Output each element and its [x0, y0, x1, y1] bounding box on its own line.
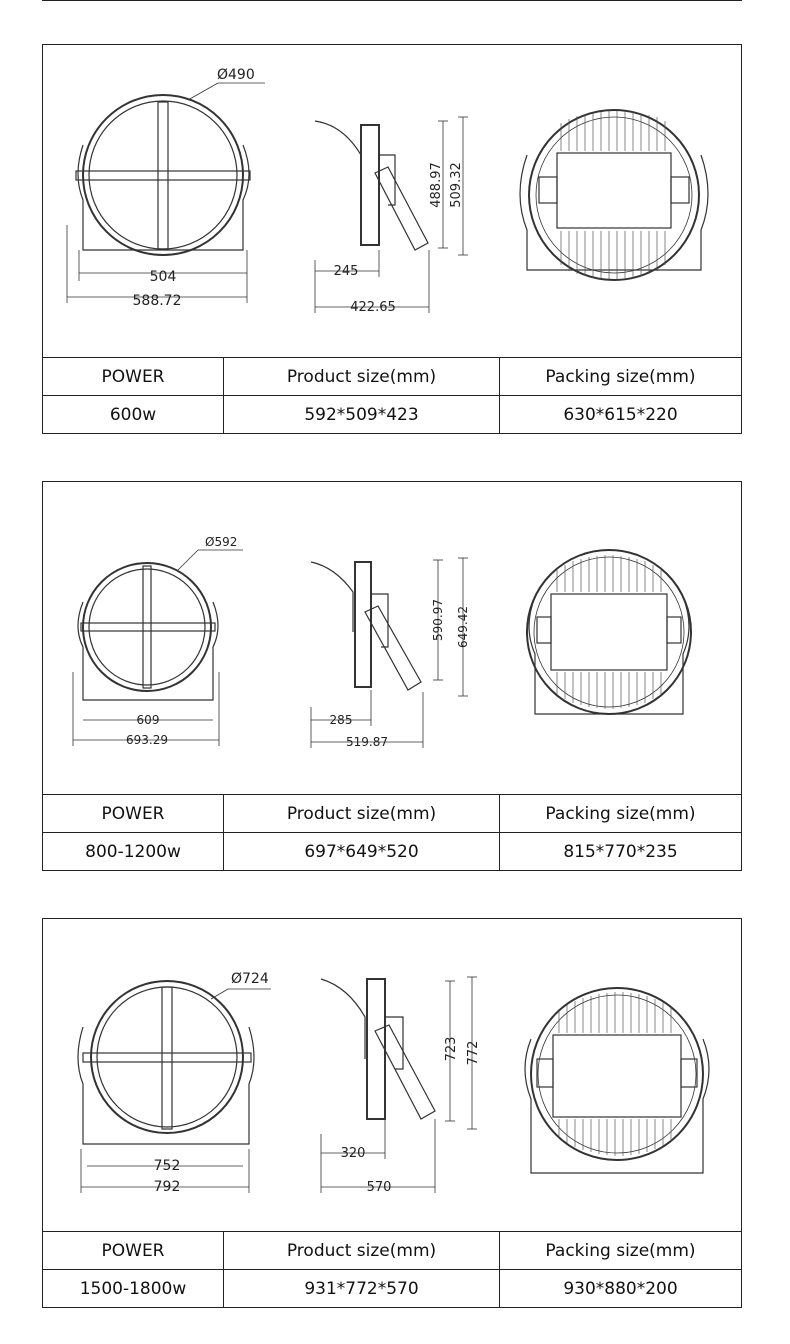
diameter-leader: [188, 83, 218, 100]
rear-driver-box: [551, 594, 667, 670]
dim-label-depth-a: 285: [329, 713, 353, 727]
rear-clamp-right: [681, 1059, 697, 1087]
spec-table: [43, 795, 741, 870]
technical-drawing: [43, 919, 741, 1232]
dim-label-diameter: Ø490: [217, 67, 255, 83]
dim-label-depth-b: 422.65: [350, 300, 396, 315]
table-row: [43, 1270, 741, 1308]
spec-panel-800-1200w: [42, 481, 742, 871]
header-packing-size: Packing size(mm): [500, 795, 742, 833]
dim-label-outer-width: 693.29: [126, 733, 168, 747]
table-row: [43, 833, 741, 871]
dim-label-depth-b: 519.87: [346, 735, 388, 749]
cross-bar-vertical: [162, 987, 172, 1129]
header-product-size: Product size(mm): [224, 358, 500, 396]
rear-clamp-left: [537, 1059, 553, 1087]
cell-product-size: 931*772*570: [224, 1270, 500, 1308]
lamp-lens: [89, 569, 205, 685]
header-product-size: Product size(mm): [224, 1232, 500, 1270]
cross-bar-vertical: [158, 102, 168, 249]
dim-label-height-b: 649.42: [456, 606, 470, 648]
rear-driver-box: [553, 1035, 681, 1117]
cell-packing-size: 930*880*200: [563, 1278, 678, 1299]
header-product-size: Product size(mm): [224, 795, 500, 833]
cell-power: 1500-1800w: [43, 1270, 224, 1308]
technical-drawing: [43, 45, 741, 358]
technical-drawing: [43, 482, 741, 795]
table-header-row: [43, 795, 741, 833]
side-arm: [375, 167, 428, 250]
cell-power: 800-1200w: [43, 833, 224, 871]
drawing-svg: [43, 45, 741, 357]
diameter-leader: [211, 989, 228, 999]
dim-label-height-a: 723: [444, 1036, 459, 1062]
side-bracket-top: [321, 979, 365, 1059]
side-housing: [355, 562, 371, 687]
dim-label-inner-width: 609: [136, 713, 160, 727]
lamp-housing: [83, 563, 211, 691]
rear-clamp-left: [537, 617, 551, 643]
rear-driver-box: [557, 153, 671, 228]
table-header-row: [43, 1232, 741, 1270]
cell-packing-size: 815*770*235: [563, 841, 678, 862]
cross-bar-horizontal: [76, 171, 250, 180]
spec-table: [43, 358, 741, 433]
spec-table: [43, 1232, 741, 1307]
header-power: POWER: [43, 1232, 224, 1270]
lamp-housing: [83, 95, 243, 255]
dim-label-height-a: 590.97: [431, 599, 445, 641]
cross-bar-horizontal: [81, 623, 215, 631]
dim-label-depth-a: 245: [333, 264, 359, 279]
cell-product-size: 592*509*423: [224, 396, 500, 434]
dim-label-depth-a: 320: [340, 1146, 366, 1161]
lamp-housing: [91, 981, 243, 1133]
cell-power: 600w: [43, 396, 224, 434]
spec-panel-1500-1800w: [42, 918, 742, 1308]
cell-product-size: 697*649*520: [224, 833, 500, 871]
header-packing-size: Packing size(mm): [500, 1232, 742, 1270]
dim-label-outer-width: 792: [153, 1179, 181, 1195]
dim-label-height-b: 509.32: [449, 162, 464, 208]
dim-label-height-a: 488.97: [429, 162, 444, 208]
lamp-lens: [97, 987, 237, 1127]
header-packing-size: Packing size(mm): [500, 358, 742, 396]
diameter-leader: [178, 550, 198, 570]
dim-label-depth-b: 570: [366, 1180, 392, 1195]
dim-label-height-b: 772: [466, 1040, 481, 1066]
rear-clamp-left: [539, 177, 557, 203]
dim-label-inner-width: 752: [153, 1158, 181, 1174]
cross-bar-horizontal: [83, 1053, 251, 1062]
dim-label-inner-width: 504: [149, 269, 177, 285]
rear-clamp-right: [667, 617, 681, 643]
cross-bar-vertical: [143, 566, 151, 688]
top-rule: [42, 0, 742, 1]
table-row: [43, 396, 741, 434]
header-power: POWER: [43, 795, 224, 833]
dim-label-diameter: Ø592: [205, 535, 238, 549]
table-header-row: [43, 358, 741, 396]
side-bracket-top: [315, 121, 361, 195]
side-driver: [385, 1017, 403, 1069]
side-bracket-top: [311, 562, 353, 632]
spec-panel-600w: [42, 44, 742, 434]
drawing-svg: [43, 482, 741, 794]
side-driver: [379, 155, 395, 205]
side-arm: [365, 606, 421, 690]
side-housing: [361, 125, 379, 245]
header-power: POWER: [43, 358, 224, 396]
rear-clamp-right: [671, 177, 689, 203]
cell-packing-size: 630*615*220: [563, 404, 678, 425]
side-housing: [367, 979, 385, 1119]
dim-label-outer-width: 588.72: [132, 293, 182, 309]
drawing-svg: [43, 919, 741, 1231]
lamp-lens: [89, 101, 237, 249]
dim-label-diameter: Ø724: [231, 971, 269, 987]
mounting-bracket: [78, 145, 249, 250]
